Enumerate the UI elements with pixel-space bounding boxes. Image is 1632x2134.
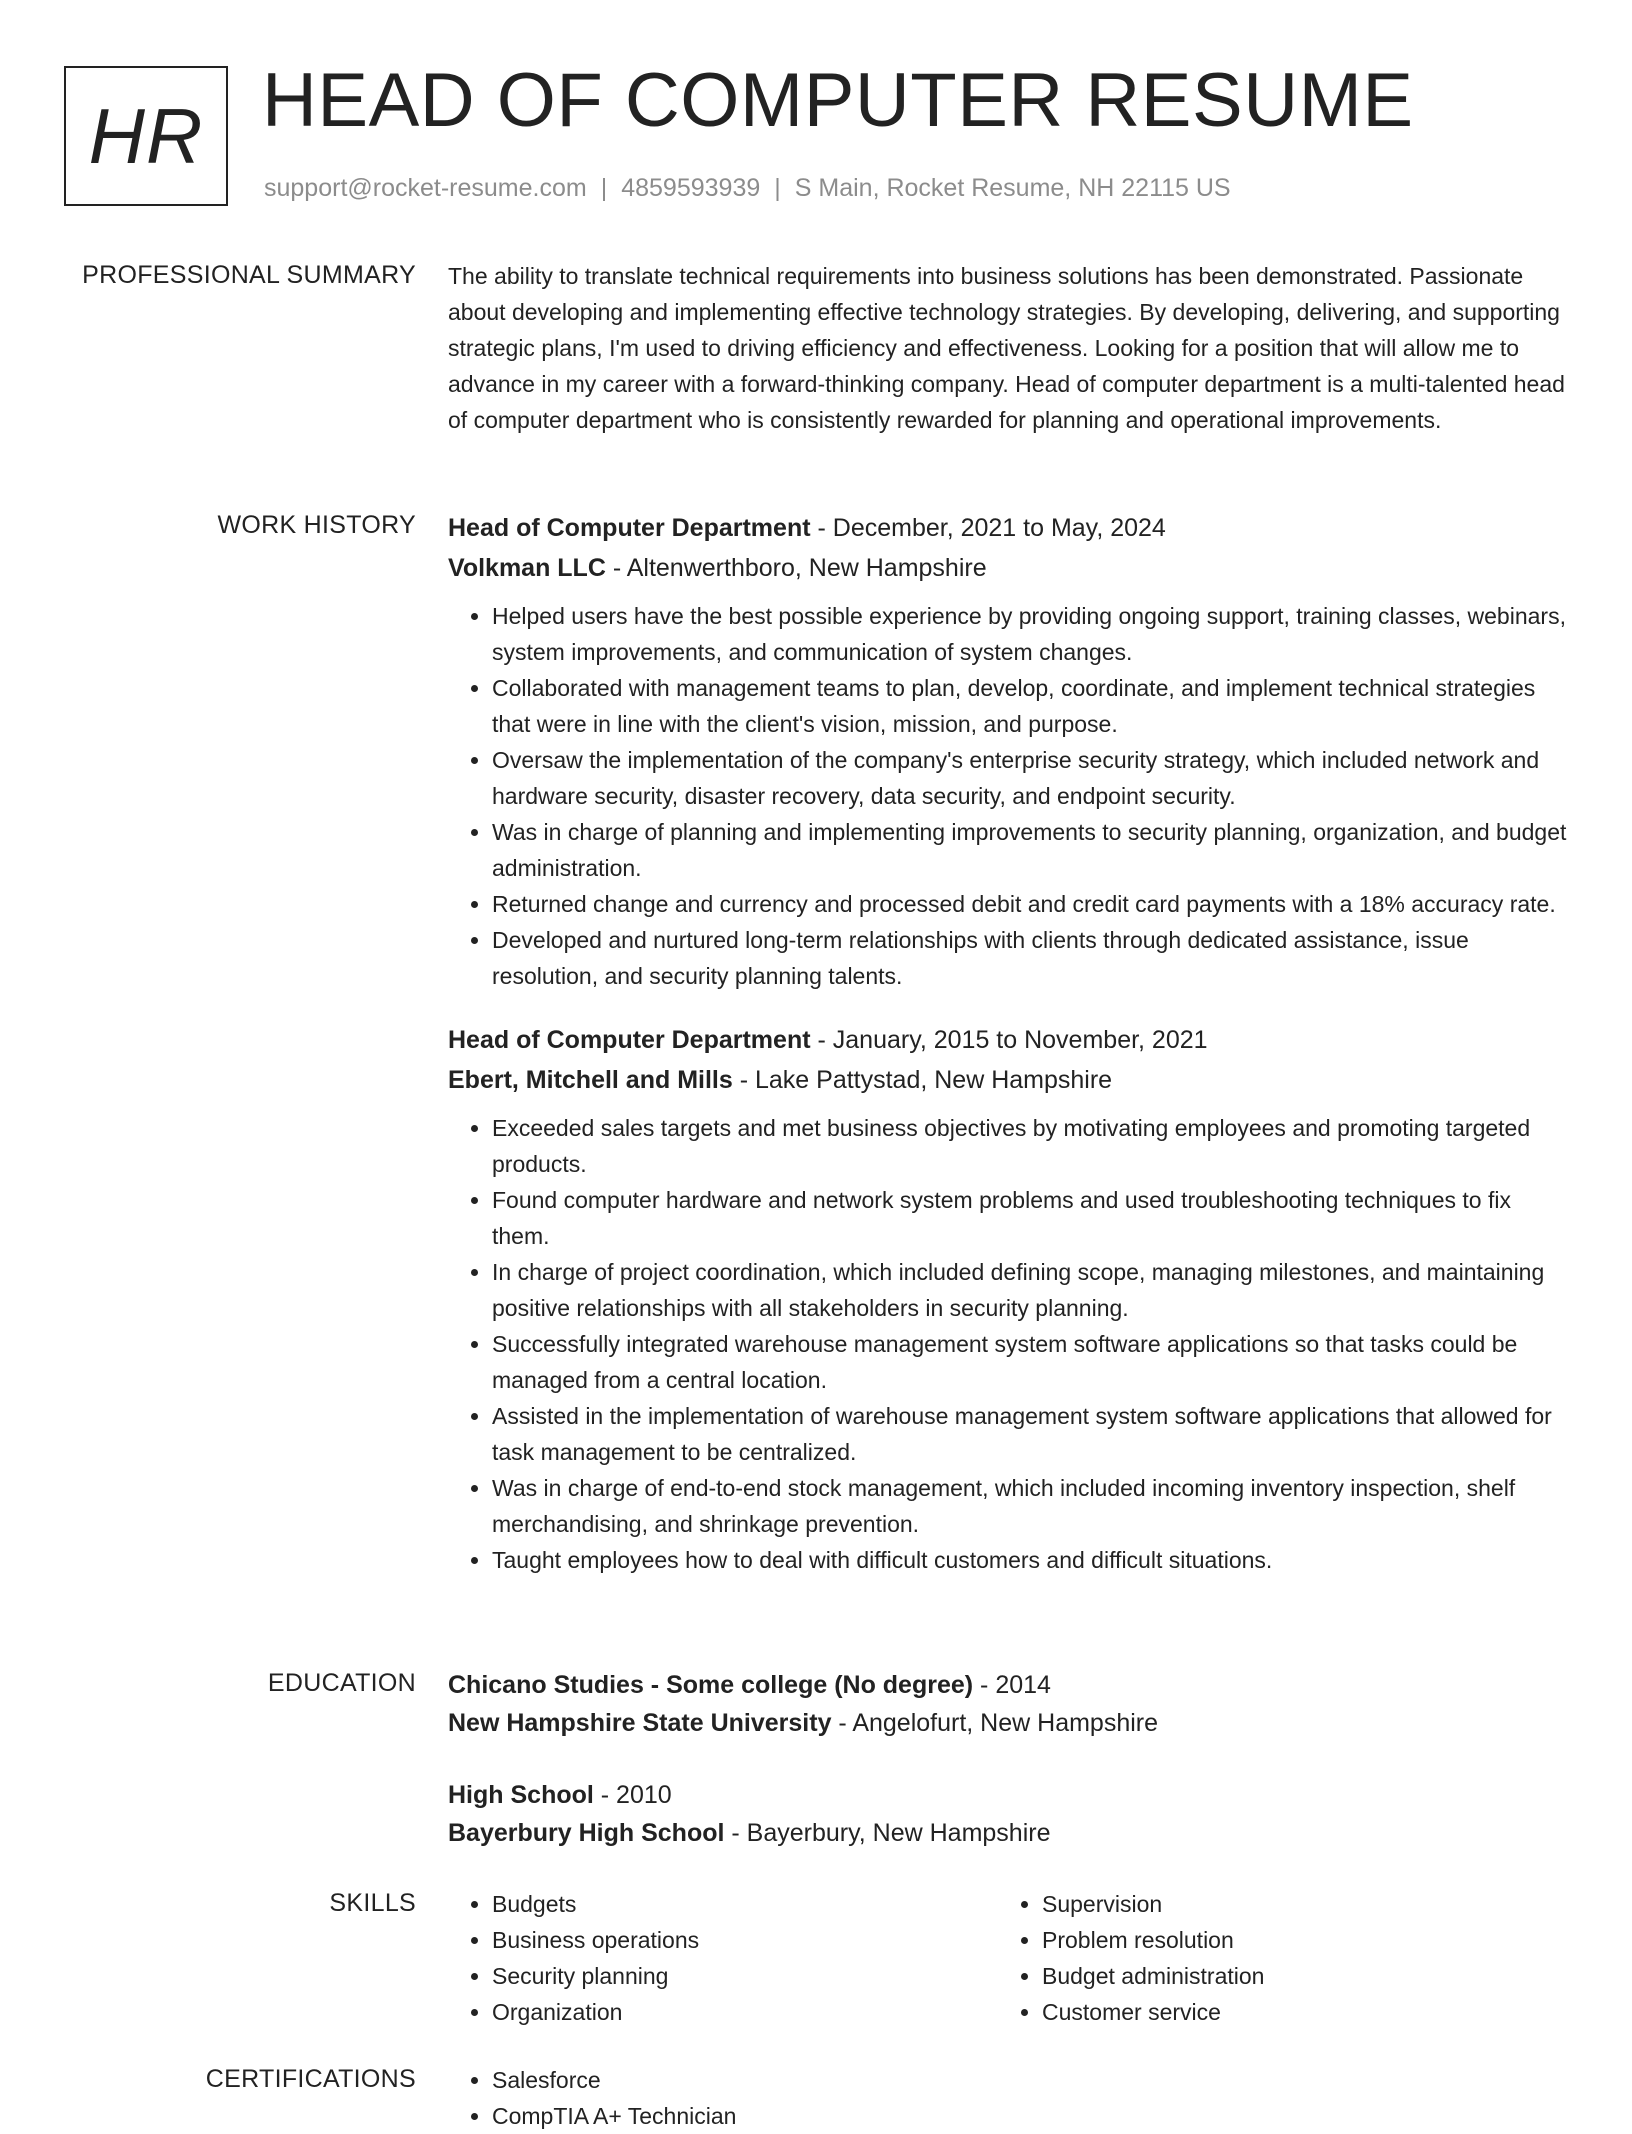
skills-body	[448, 1886, 1568, 2030]
job-company-line	[448, 1060, 1568, 1100]
education-degree: High School	[448, 1781, 594, 1809]
skill-item: • Budget administration	[1042, 1958, 1548, 1994]
job-bullet: • Helped users have the best possible experience by providing ongoing support, training classes, webinars, system improvements, and communication of system changes.	[492, 598, 1568, 670]
education-entry	[448, 1666, 1568, 1742]
resume-title: HEAD OF COMPUTER RESUME	[262, 58, 1414, 143]
education-school: Bayerbury High School	[448, 1819, 725, 1847]
job-bullet: • Taught employees how to deal with difficult customers and difficult situations.	[492, 1542, 1568, 1578]
education-location: - Angelofurt, New Hampshire	[831, 1709, 1159, 1737]
job-title: Head of Computer Department	[448, 1026, 811, 1054]
job-bullets	[448, 1110, 1568, 1578]
job-bullet: • Developed and nurtured long-term relationships with clients through dedicated assistance, issue resolution, and security planning talents.	[492, 922, 1568, 994]
job-company: Volkman LLC	[448, 554, 606, 582]
summary-body	[448, 258, 1568, 438]
certification-item: • CompTIA A+ Technician	[492, 2098, 1568, 2134]
skill-item: • Customer service	[1042, 1994, 1548, 2030]
education-location: - Bayerbury, New Hampshire	[724, 1819, 1051, 1847]
job-bullet: • Found computer hardware and network system problems and used troubleshooting techniques to fix them.	[492, 1182, 1568, 1254]
section-label-summary: PROFESSIONAL SUMMARY	[82, 261, 416, 289]
certifications-list	[448, 2062, 1568, 2134]
skill-item: • Organization	[492, 1994, 998, 2030]
job-dates: - December, 2021 to May, 2024	[810, 514, 1166, 542]
education-body	[448, 1666, 1568, 1852]
section-label-work-history: WORK HISTORY	[217, 511, 416, 539]
certifications-body	[448, 2062, 1568, 2134]
job-bullet: • Exceeded sales targets and met business objectives by motivating employees and promoting targeted products.	[492, 1110, 1568, 1182]
section-label-certifications: CERTIFICATIONS	[205, 2065, 416, 2093]
job-bullet: • Collaborated with management teams to plan, develop, coordinate, and implement technical strategies that were in line with the client's vision, mission, and purpose.	[492, 670, 1568, 742]
contact-email[interactable]: support@rocket-resume.com	[264, 174, 587, 202]
contact-phone[interactable]: 4859593939	[621, 174, 761, 202]
section-label-education: EDUCATION	[267, 1669, 416, 1697]
job-bullets	[448, 598, 1568, 994]
job-bullet: • In charge of project coordination, which included defining scope, managing milestones, and maintaining positive relationships with all stakeholders in security planning.	[492, 1254, 1568, 1326]
skill-item: • Budgets	[492, 1886, 998, 1922]
work-history-body	[448, 508, 1568, 1578]
job-title-line	[448, 508, 1568, 548]
summary-text: The ability to translate technical requirements into business solutions has been demonstrated. Passionate about developing and implementing effective technology strategies. By developing, delivering, and supporting strategic plans, I'm used to driving efficiency and effectiveness. Looking for a position that will allow me to advance in my career with a forward-thinking company. Head of computer department is a multi-talented head of computer department who is consistently rewarded for planning and operational improvements.	[448, 263, 1565, 433]
job-entry	[448, 508, 1568, 994]
monogram-badge: HR	[64, 66, 228, 206]
skill-item: • Security planning	[492, 1958, 998, 1994]
certification-item: • Salesforce	[492, 2062, 1568, 2098]
job-dates: - January, 2015 to November, 2021	[810, 1026, 1208, 1054]
skill-item: • Problem resolution	[1042, 1922, 1548, 1958]
skills-list-right	[998, 1886, 1548, 2030]
skill-item: • Supervision	[1042, 1886, 1548, 1922]
contact-address: S Main, Rocket Resume, NH 22115 US	[794, 174, 1231, 202]
job-bullet: • Was in charge of end-to-end stock management, which included incoming inventory inspection, shelf merchandising, and shrinkage prevention.	[492, 1470, 1568, 1542]
contact-separator: |	[774, 174, 781, 202]
contact-line	[264, 174, 1231, 203]
job-bullet: • Returned change and currency and processed debit and credit card payments with a 18% accuracy rate.	[492, 886, 1568, 922]
job-title: Head of Computer Department	[448, 514, 811, 542]
job-entry	[448, 1020, 1568, 1578]
job-bullet: • Was in charge of planning and implementing improvements to security planning, organization, and budget administration.	[492, 814, 1568, 886]
job-location: - Lake Pattystad, New Hampshire	[732, 1066, 1113, 1094]
section-label-skills: SKILLS	[329, 1889, 416, 1917]
education-year: - 2014	[973, 1671, 1051, 1699]
education-school: New Hampshire State University	[448, 1709, 832, 1737]
job-location: - Altenwerthboro, New Hampshire	[605, 554, 987, 582]
education-degree: Chicano Studies - Some college (No degree)	[448, 1671, 974, 1699]
job-bullet: • Oversaw the implementation of the company's enterprise security strategy, which included network and hardware security, disaster recovery, data security, and endpoint security.	[492, 742, 1568, 814]
skills-columns	[448, 1886, 1568, 2030]
job-company: Ebert, Mitchell and Mills	[448, 1066, 733, 1094]
job-bullet: • Assisted in the implementation of warehouse management system software applications that allowed for task management to be centralized.	[492, 1398, 1568, 1470]
skill-item: • Business operations	[492, 1922, 998, 1958]
job-title-line	[448, 1020, 1568, 1060]
job-bullet: • Successfully integrated warehouse management system software applications so that tasks could be managed from a central location.	[492, 1326, 1568, 1398]
skills-list-left	[448, 1886, 998, 2030]
job-company-line	[448, 548, 1568, 588]
education-year: - 2010	[593, 1781, 672, 1809]
education-entry	[448, 1776, 1568, 1852]
contact-separator: |	[600, 174, 608, 202]
